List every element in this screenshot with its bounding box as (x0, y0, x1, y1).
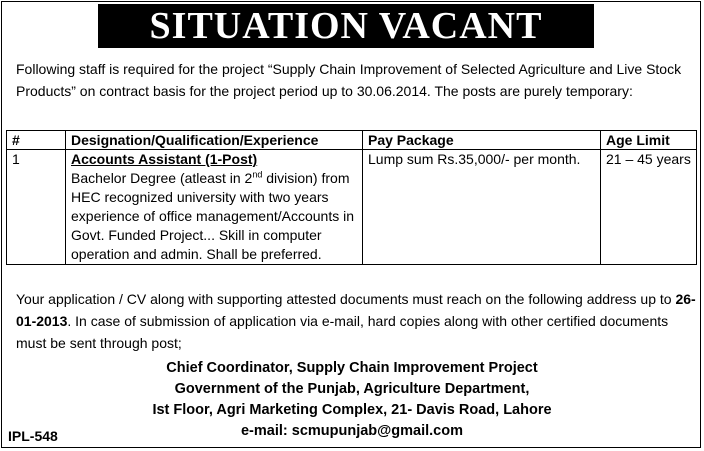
apply-before: Your application / CV along with supporting attested documents must reach on the following address up to (16, 291, 676, 307)
reference-code: IPL-548 (8, 428, 58, 444)
table-row (7, 150, 697, 265)
contact-address (0, 358, 704, 442)
header-age: Age Limit (601, 131, 697, 150)
post-title: Accounts Assistant (1-Post) (71, 151, 258, 167)
apply-after: . In case of submission of application via e-mail, hard copies along with other certified documents must be sent through post; (16, 313, 669, 351)
header-pay: Pay Package (363, 131, 601, 150)
address-line-3: Ist Floor, Agri Marketing Complex, 21- Davis Road, Lahore (152, 402, 552, 418)
contact-email: e-mail: scmupunjab@gmail.com (240, 423, 464, 439)
header-num: # (7, 131, 66, 150)
row-age: 21 – 45 years (601, 150, 697, 265)
req-before: Bachelor Degree (atleast in 2 (71, 170, 253, 186)
posts-table (6, 130, 697, 265)
row-num: 1 (7, 150, 66, 265)
req-sup: nd (252, 169, 263, 180)
table-header-row (7, 131, 697, 150)
ad-title: SITUATION VACANT (98, 4, 594, 48)
deadline-date: 26-01-2013 (16, 291, 696, 329)
address-line-1: Chief Coordinator, Supply Chain Improvement Project (166, 360, 538, 376)
header-designation: Designation/Qualification/Experience (66, 131, 363, 150)
address-line-2: Government of the Punjab, Agriculture Department, (174, 381, 530, 397)
row-pay: Lump sum Rs.35,000/- per month. (363, 150, 601, 265)
req-after: division) from HEC recognized university with two years experience of office management/Accounts in Govt. Funded Project... Skill in computer operation and admin. Shall be preferred. (71, 170, 355, 262)
application-paragraph (16, 288, 700, 354)
post-requirements (71, 169, 357, 264)
intro-paragraph: Following staff is required for the project “Supply Chain Improvement of Selected Agriculture and Live Stock Products” on contract basis for the project period up to 30.06.2014. The posts are purely temporary: (16, 61, 682, 99)
row-designation (66, 150, 363, 265)
